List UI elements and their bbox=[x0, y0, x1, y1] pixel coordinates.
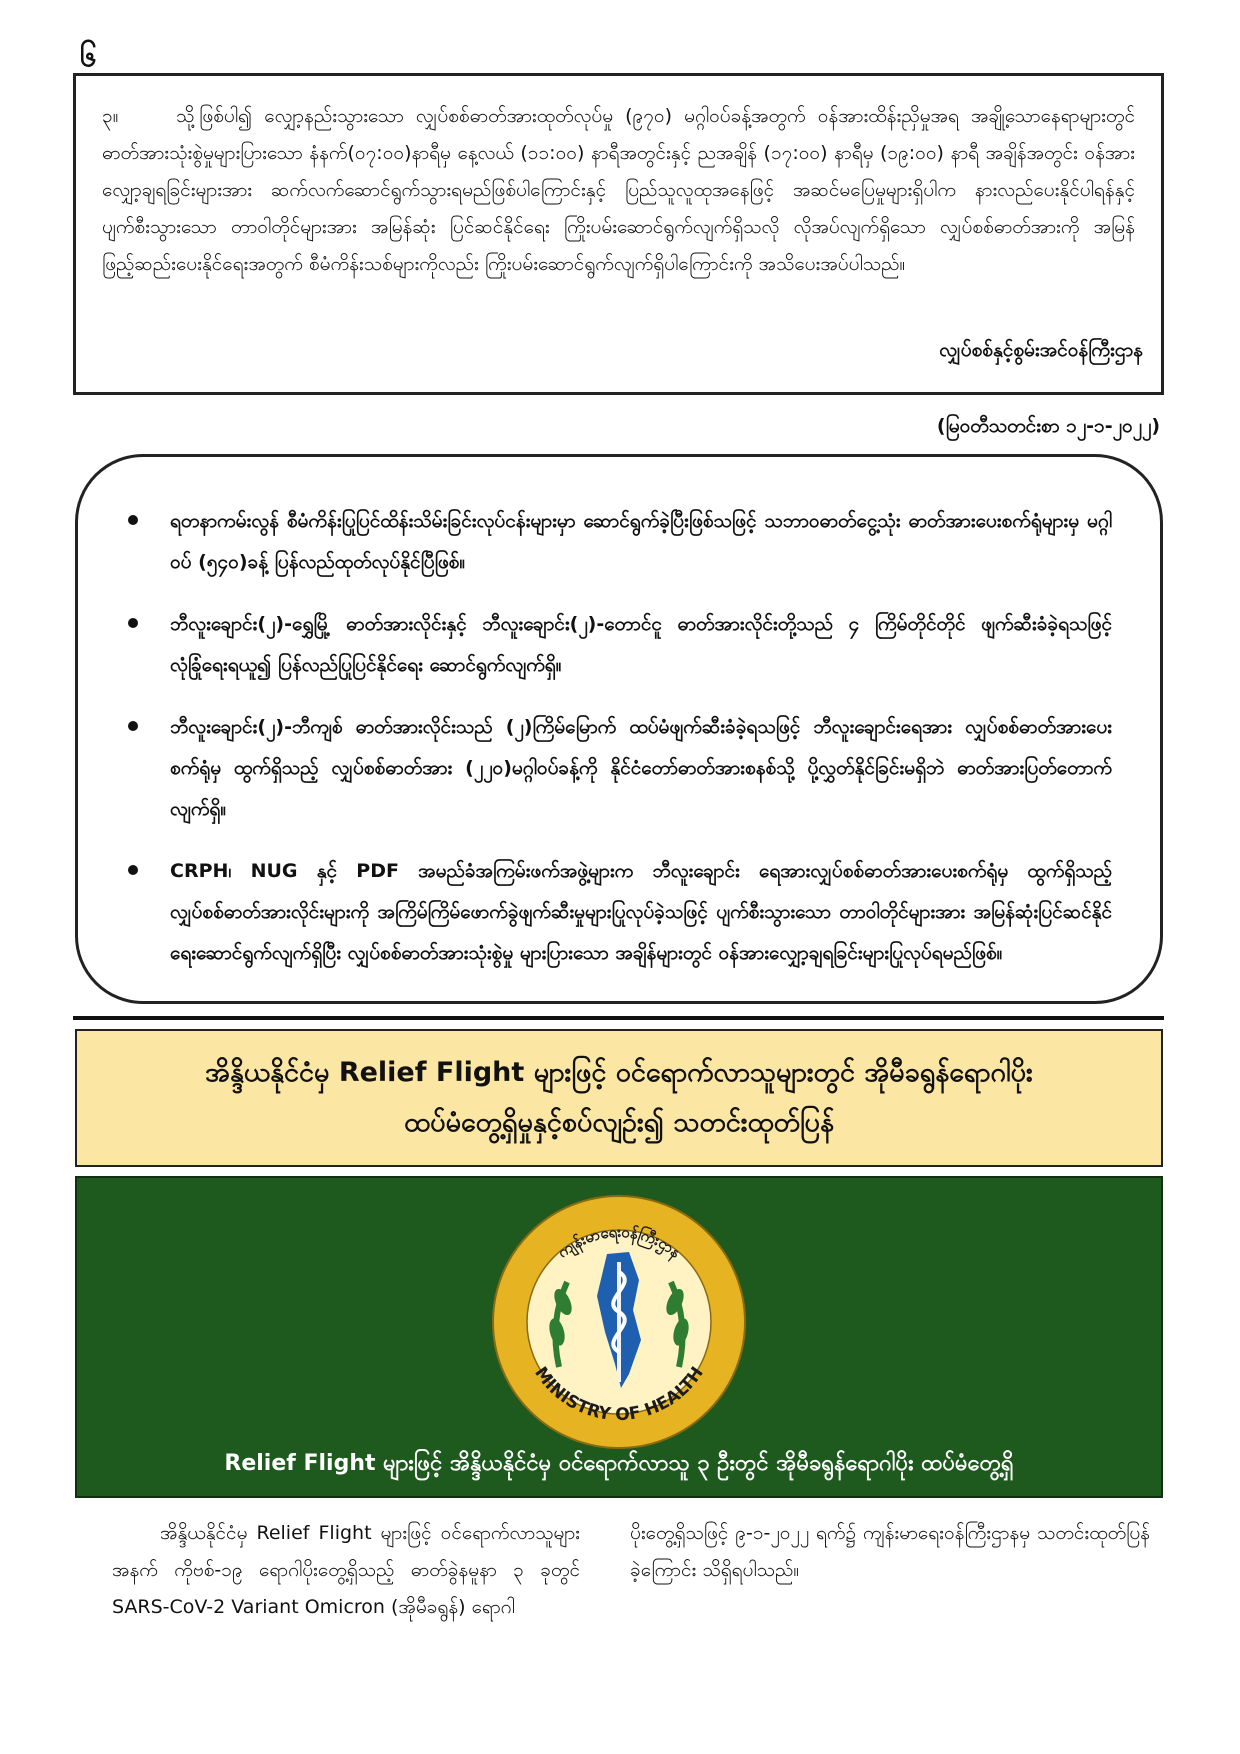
paragraph-number: ၃။ bbox=[102, 105, 119, 127]
ministry-of-health-logo bbox=[489, 1192, 749, 1452]
bullet-icon bbox=[128, 721, 138, 731]
bullet-text: ရတနာကမ်းလွန် စီမံကိန်းပြုပြင်ထိန်းသိမ်းခြင်းလုပ်ငန်းများမှာ ဆောင်ရွက်ခဲ့ပြီးဖြစ်သဖြင့် သဘာဝဓာတ်ငွေ့သုံး ဓာတ်အားပေးစက်ရုံများမှ မဂ္ဂါဝပ် (၅၄၀)ခန့် ပြန်လည်ထုတ်လုပ်နိုင်ပြီဖြစ်။ bbox=[170, 510, 1112, 573]
notice-body: သို့ဖြစ်ပါ၍ လျှော့နည်းသွားသော လျှပ်စစ်ဓာတ်အားထုတ်လုပ်မှု (၉၇၀) မဂ္ဂါဝပ်ခန့်အတွက် ဝန်အားထိန်းညှိမှုအရ အချို့သောနေရာများတွင် ဓာတ်အားသုံးစွဲမှုများပြားသော နံနက်(၀၇:၀၀)နာရီမှ နေ့လယ် (၁၁:၀၀) နာရီအတွင်းနှင့် ညအချိန် (၁၇:၀၀) နာရီမှ (၁၉:၀၀) နာရီ အချိန်အတွင်း ဝန်အားလျှော့ချရခြင်းများအား ဆက်လက်ဆောင်ရွက်သွားရမည်ဖြစ်ပါကြောင်းနှင့် ပြည်သူလူထုအနေဖြင့် အဆင်မပြေမှုများရှိပါက နားလည်ပေးနိုင်ပါရန်နှင့် ပျက်စီးသွားသော တာဝါတိုင်များအား အမြန်ဆုံး ပြင်ဆင်နိုင်ရေး ကြိုးပမ်းဆောင်ရွက်လျက်ရှိသလို လိုအပ်လျက်ရှိသော လျှပ်စစ်ဓာတ်အားကို အမြန်ဖြည့်ဆည်းပေးနိုင်ရေးအတွက် စီမံကိန်းသစ်များကိုလည်း ကြိုးပမ်းဆောင်ရွက်လျက်ရှိပါကြောင်းကို အသိပေးအပ်ပါသည်။ bbox=[102, 105, 1135, 275]
headline-box bbox=[75, 1029, 1163, 1167]
article-column-left: အိန္ဒိယနိုင်ငံမှ Relief Flight များဖြင့် ဝင်ရောက်လာသူများအနက် ကိုဗစ်-၁၉ ရောဂါပိုးတွေ့ရှိသည့် ဓာတ်ခွဲနမူနာ ၃ ခုတွင် SARS-CoV-2 Variant Omicron (အိုမီခရွန်) ရောဂါ bbox=[112, 1522, 580, 1618]
bullet-text: CRPH၊ NUG နှင့် PDF အမည်ခံအကြမ်းဖက်အဖွဲ့များက ဘီလူးချောင်း ရေအားလျှပ်စစ်ဓာတ်အားပေးစက်ရုံမှ ထွက်ရှိသည့် လျှပ်စစ်ဓာတ်အားလိုင်းများကို အကြိမ်ကြိမ်ဖောက်ခွဲဖျက်ဆီးမှုများပြုလုပ်ခဲ့သဖြင့် ပျက်စီးသွားသော တာဝါတိုင်များအား အမြန်ဆုံးပြင်ဆင်နိုင်ရေးဆောင်ရွက်လျက်ရှိပြီး လျှပ်စစ်ဓာတ်အားသုံးစွဲမှု များပြားသော အချိန်များတွင် ဝန်အားလျှော့ချရခြင်းများပြုလုပ်ရမည်ဖြစ်။ bbox=[170, 860, 1112, 964]
notice-paragraph bbox=[102, 98, 1135, 283]
bullet-list bbox=[126, 501, 1112, 974]
bullet-text: ဘီလူးချောင်း(၂)-ဘီကျစ် ဓာတ်အားလိုင်းသည် (၂)ကြိမ်မြောက် ထပ်မံဖျက်ဆီးခံခဲ့ရသဖြင့် ဘီလူးချောင်းရေအား လျှပ်စစ်ဓာတ်အားပေးစက်ရုံမှ ထွက်ရှိသည့် လျှပ်စစ်ဓာတ်အား (၂၂၀)မဂ္ဂါဝပ်ခန့်ကို နိုင်ငံတော်ဓာတ်အားစနစ်သို့ ပို့လွှတ်နိုင်ခြင်းမရှိဘဲ ဓာတ်အားပြတ်တောက်လျက်ရှိ။ bbox=[170, 716, 1112, 820]
notice-signature: လျှပ်စစ်နှင့်စွမ်းအင်ဝန်ကြီးဌာန bbox=[939, 339, 1143, 361]
page-number: ၆ bbox=[80, 39, 97, 74]
list-item bbox=[126, 604, 1112, 686]
list-item bbox=[126, 707, 1112, 830]
bullet-icon bbox=[128, 515, 138, 525]
list-item bbox=[126, 501, 1112, 583]
headline-line-1: အိန္ဒိယနိုင်ငံမှ Relief Flight များဖြင့် ဝင်ရောက်လာသူများတွင် အိုမီခရွန်ရောဂါပိုး bbox=[205, 1057, 1033, 1088]
notice-box bbox=[73, 73, 1164, 395]
bullet-icon bbox=[128, 865, 138, 875]
news-banner bbox=[75, 1176, 1163, 1498]
list-item bbox=[126, 851, 1112, 974]
bullet-text: ဘီလူးချောင်း(၂)-ရွှေမြို့ ဓာတ်အားလိုင်းနှင့် ဘီလူးချောင်း(၂)-တောင်ငူ ဓာတ်အားလိုင်းတို့သည် ၄ ကြိမ်တိုင်တိုင် ဖျက်ဆီးခံခဲ့ရသဖြင့် လုံခြုံရေးရယူ၍ ပြန်လည်ပြုပြင်နိုင်ရေး ဆောင်ရွက်လျက်ရှိ။ bbox=[170, 613, 1112, 676]
article-column-right: ပိုးတွေ့ရှိသဖြင့် ၉-၁-၂၀၂၂ ရက်၌ ကျန်းမာရေးဝန်ကြီးဌာနမှ သတင်းထုတ်ပြန်ခဲ့ကြောင်း သိရှိရပါသည်။ bbox=[630, 1522, 1150, 1581]
banner-caption: Relief Flight များဖြင့် အိန္ဒိယနိုင်ငံမှ ဝင်ရောက်လာသူ ၃ ဦးတွင် အိုမီခရွန်ရောဂါပိုး ထပ်မံတွေ့ရှိ bbox=[224, 1451, 1014, 1476]
svg-text:MINISTRY OF HEALTH: MINISTRY OF HEALTH bbox=[530, 1363, 708, 1426]
svg-text:ကျန်းမာရေးဝန်ကြီးဌာန: ကျန်းမာရေးဝန်ကြီးဌာန bbox=[554, 1222, 685, 1262]
headline-line-2: ထပ်မံတွေ့ရှိမှုနှင့်စပ်လျဉ်း၍ သတင်းထုတ်ပြန် bbox=[404, 1107, 834, 1138]
section-divider bbox=[73, 1016, 1164, 1020]
summary-box bbox=[75, 454, 1163, 1004]
bullet-icon bbox=[128, 618, 138, 628]
source-citation: (မြဝတီသတင်းစာ ၁၂-၁-၂၀၂၂) bbox=[936, 415, 1160, 437]
